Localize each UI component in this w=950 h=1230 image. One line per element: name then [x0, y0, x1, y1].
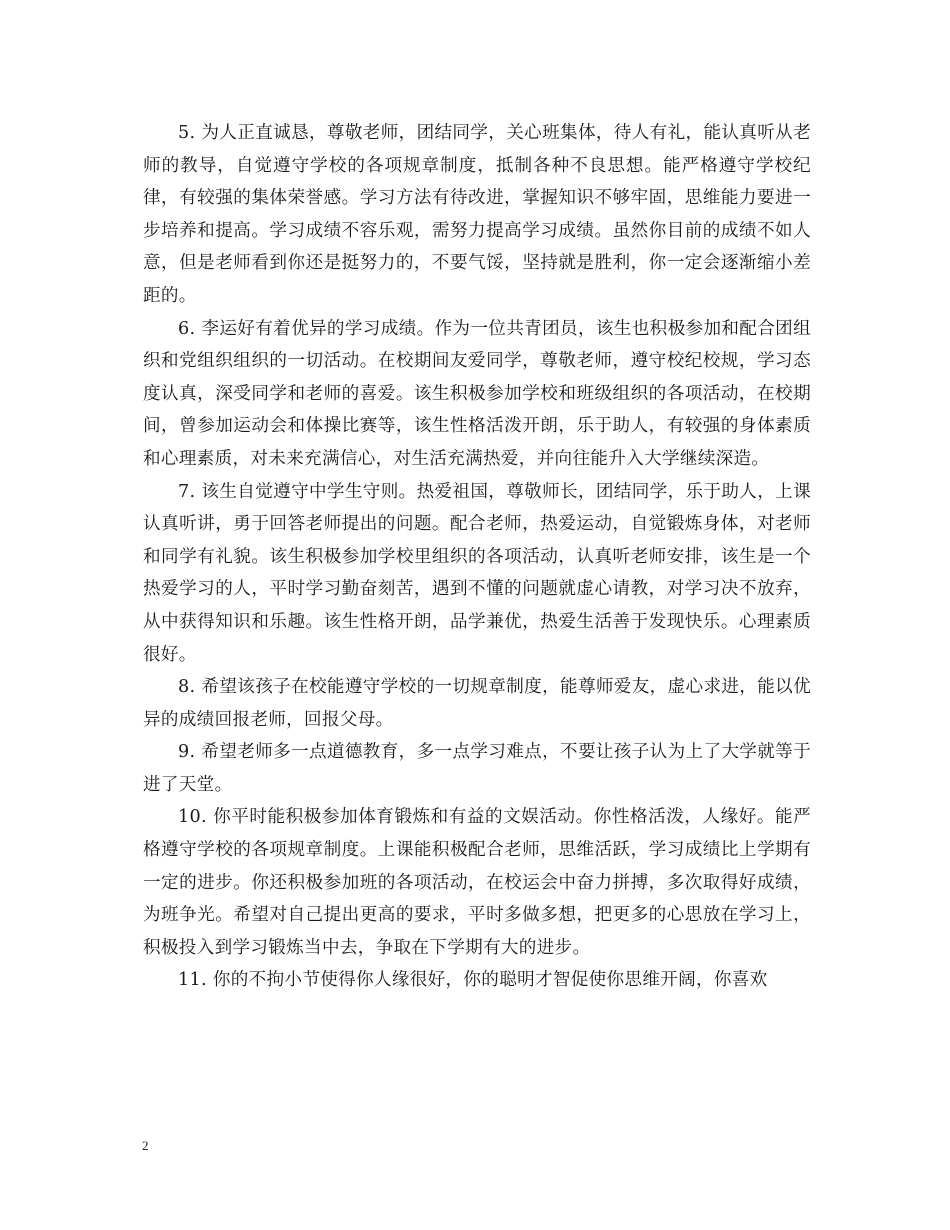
document-body [143, 117, 811, 997]
paragraph-text: 希望该孩子在校能遵守学校的一切规章制度，能尊师爱友，虚心求进，能以优异的成绩回报老师，回报父母。 [143, 677, 811, 730]
paragraph-number: 8. [178, 677, 196, 698]
paragraph-11 [143, 964, 811, 997]
paragraph-number: 10. [178, 807, 207, 828]
paragraph-number: 7. [178, 481, 196, 502]
paragraph-number: 6. [178, 318, 196, 339]
paragraph-text: 为人正直诚恳，尊敬老师，团结同学，关心班集体，待人有礼，能认真听从老师的教导，自觉遵守学校的各项规章制度，抵制各种不良思想。能严格遵守学校纪律，有较强的集体荣誉感。学习方法有待改进，掌握知识不够牢固，思维能力要进一步培养和提高。学习成绩不容乐观，需努力提高学习成绩。虽然你目前的成绩不如人意，但是老师看到你还是挺努力的，不要气馁，坚持就是胜利，你一定会逐渐缩小差距的。 [143, 123, 811, 306]
paragraph-10 [143, 801, 811, 964]
paragraph-text: 李运好有着优异的学习成绩。作为一位共青团员，该生也积极参加和配合团组织和党组织组织的一切活动。在校期间友爱同学，尊敬老师，遵守校纪校规，学习态度认真，深受同学和老师的喜爱。该生积极参加学校和班级组织的各项活动，在校期间，曾参加运动会和体操比赛等，该生性格活泼开朗，乐于助人，有较强的身体素质和心理素质，对未来充满信心，对生活充满热爱，并向往能升入大学继续深造。 [143, 318, 811, 469]
paragraph-text: 该生自觉遵守中学生守则。热爱祖国，尊敬师长，团结同学，乐于助人，上课认真听讲，勇于回答老师提出的问题。配合老师，热爱运动，自觉锻炼身体，对老师和同学有礼貌。该生积极参加学校里组织的各项活动，认真听老师安排，该生是一个热爱学习的人，平时学习勤奋刻苦，遇到不懂的问题就虚心请教，对学习决不放弃，从中获得知识和乐趣。该生性格开朗，品学兼优，热爱生活善于发现快乐。心理素质很好。 [143, 481, 811, 665]
paragraph-text: 希望老师多一点道德教育，多一点学习难点，不要让孩子认为上了大学就等于进了天堂。 [143, 742, 811, 795]
paragraph-6 [143, 313, 811, 476]
paragraph-5 [143, 117, 811, 313]
paragraph-text: 你平时能积极参加体育锻炼和有益的文娱活动。你性格活泼，人缘好。能严格遵守学校的各项规章制度。上课能积极配合老师，思维活跃，学习成绩比上学期有一定的进步。你还积极参加班的各项活动，在校运会中奋力拼搏，多次取得好成绩，为班争光。希望对自己提出更高的要求，平时多做多想，把更多的心思放在学习上，积极投入到学习锻炼当中去，争取在下学期有大的进步。 [143, 807, 811, 958]
page-number: 2 [142, 1138, 149, 1153]
paragraph-number: 5. [178, 123, 196, 143]
paragraph-9 [143, 736, 811, 801]
paragraph-number: 9. [178, 742, 196, 763]
paragraph-7 [143, 476, 811, 672]
paragraph-8 [143, 671, 811, 736]
paragraph-text: 你的不拘小节使得你人缘很好，你的聪明才智促使你思维开阔，你喜欢 [212, 970, 768, 991]
paragraph-number: 11. [178, 970, 207, 991]
